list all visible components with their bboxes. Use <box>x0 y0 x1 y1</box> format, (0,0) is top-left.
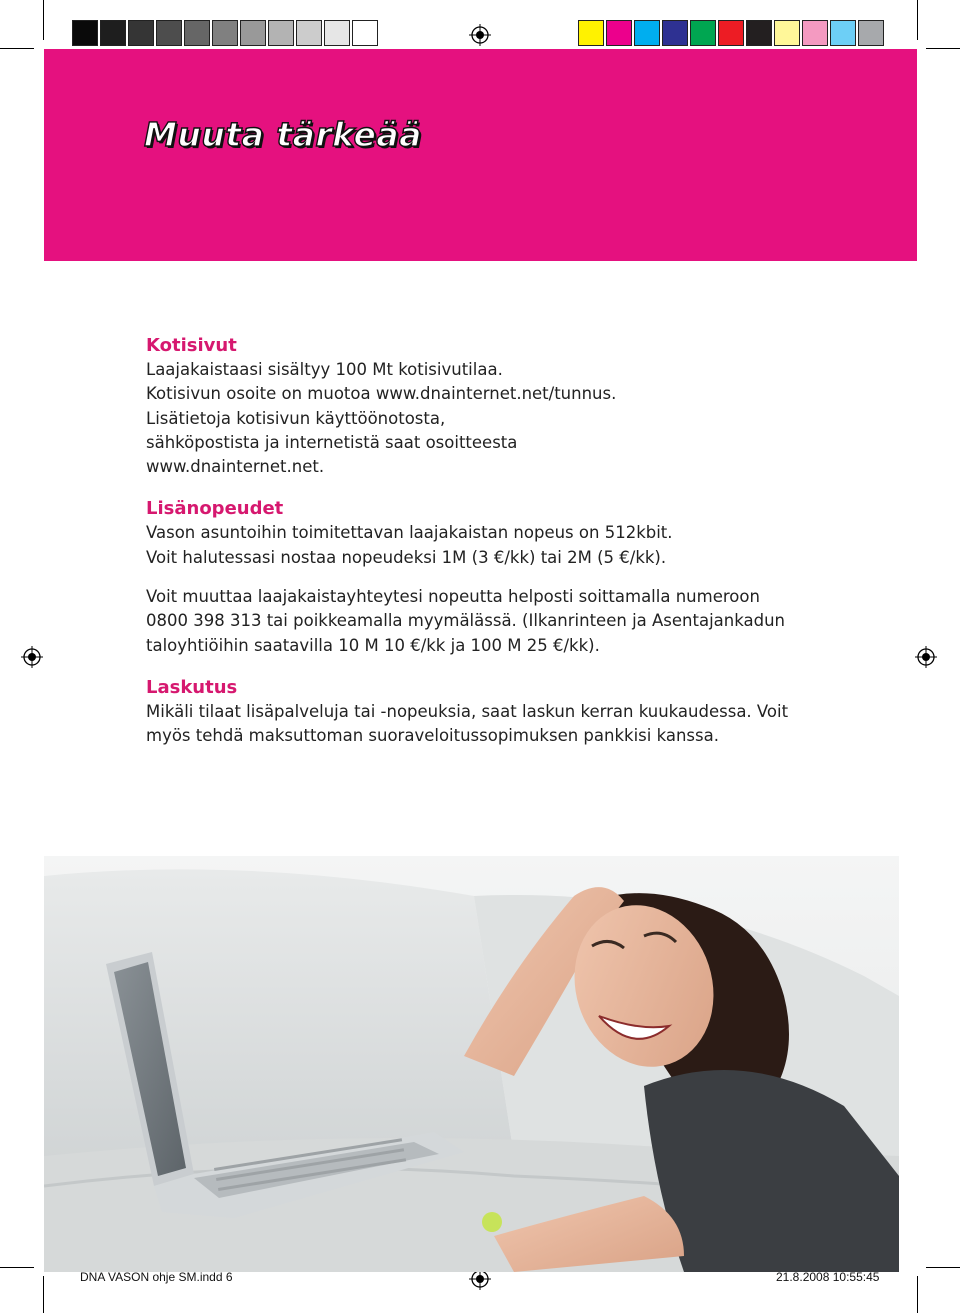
color-swatch <box>858 20 884 46</box>
text-line: Laajakaistaasi sisältyy 100 Mt kotisivutilaa. <box>146 360 503 379</box>
color-swatch <box>352 20 378 46</box>
page-title: Muuta tärkeää <box>144 115 422 154</box>
header-banner <box>44 49 917 261</box>
text-line: sähköpostista ja internetistä saat osoitteesta <box>146 432 518 452</box>
section-title: Lisänopeudet <box>146 498 284 520</box>
color-swatch <box>128 20 154 46</box>
color-swatch <box>578 20 604 46</box>
document-body <box>146 334 846 749</box>
text-line: Kotisivun osoite on muotoa www.dnainternet.net/tunnus. <box>146 384 617 404</box>
color-swatch <box>156 20 182 46</box>
color-swatch <box>324 20 350 46</box>
section-kotisivut <box>146 334 846 479</box>
crop-mark <box>917 1276 918 1313</box>
color-swatch <box>72 20 98 46</box>
text-line: Lisätietoja kotisivun käyttöönotosta, <box>146 408 446 428</box>
crop-mark <box>43 1276 44 1313</box>
grayscale-color-bar <box>72 20 380 48</box>
color-swatch <box>184 20 210 46</box>
color-swatch <box>606 20 632 46</box>
footer-timestamp: 21.8.2008 10:55:45 <box>776 1270 880 1284</box>
crop-mark <box>926 1267 960 1268</box>
crop-mark <box>0 1267 34 1268</box>
text-line: Vason asuntoihin toimitettavan laajakaistan nopeus on 512kbit. <box>146 523 673 543</box>
registration-mark-icon <box>915 646 937 668</box>
registration-mark-icon <box>21 646 43 668</box>
process-color-bar <box>578 20 886 48</box>
color-swatch <box>240 20 266 46</box>
color-swatch <box>830 20 856 46</box>
crop-mark <box>917 0 918 40</box>
crop-mark <box>0 48 34 49</box>
color-swatch <box>746 20 772 46</box>
color-swatch <box>212 20 238 46</box>
photo-woman-laptop <box>44 856 899 1272</box>
text-line: Mikäli tilaat lisäpalveluja tai -nopeuksia, saat laskun kerran kuukaudessa. Voit <box>146 701 789 721</box>
color-swatch <box>100 20 126 46</box>
color-swatch <box>690 20 716 46</box>
text-line: www.dnainternet.net. <box>146 457 325 477</box>
color-swatch <box>774 20 800 46</box>
color-swatch <box>718 20 744 46</box>
section-title: Kotisivut <box>146 335 237 356</box>
text-line: myös tehdä maksuttoman suoraveloitussopimuksen pankkisi kanssa. <box>146 726 719 746</box>
section-lisanopeudet <box>146 497 846 657</box>
section-title: Laskutus <box>146 676 238 698</box>
crop-mark <box>926 48 960 49</box>
color-swatch <box>662 20 688 46</box>
text-line: 0800 398 313 tai poikkeamalla myymälässä. (Ilkanrinteen ja Asentajankadun <box>146 611 785 631</box>
color-swatch <box>802 20 828 46</box>
crop-mark <box>43 0 44 40</box>
color-swatch <box>296 20 322 46</box>
section-laskutus <box>146 676 846 749</box>
text-line: taloyhtiöihin saatavilla 10 M 10 €/kk ja 100 M 25 €/kk). <box>146 635 600 655</box>
text-line: Voit muuttaa laajakaistayhteytesi nopeutta helposti soittamalla numeroon <box>146 587 760 607</box>
color-swatch <box>634 20 660 46</box>
registration-mark-icon <box>469 24 491 46</box>
color-swatch <box>268 20 294 46</box>
footer-filename: DNA VASON ohje SM.indd 6 <box>80 1270 233 1284</box>
text-line: Voit halutessasi nostaa nopeudeksi 1M (3 €/kk) tai 2M (5 €/kk). <box>146 547 667 567</box>
